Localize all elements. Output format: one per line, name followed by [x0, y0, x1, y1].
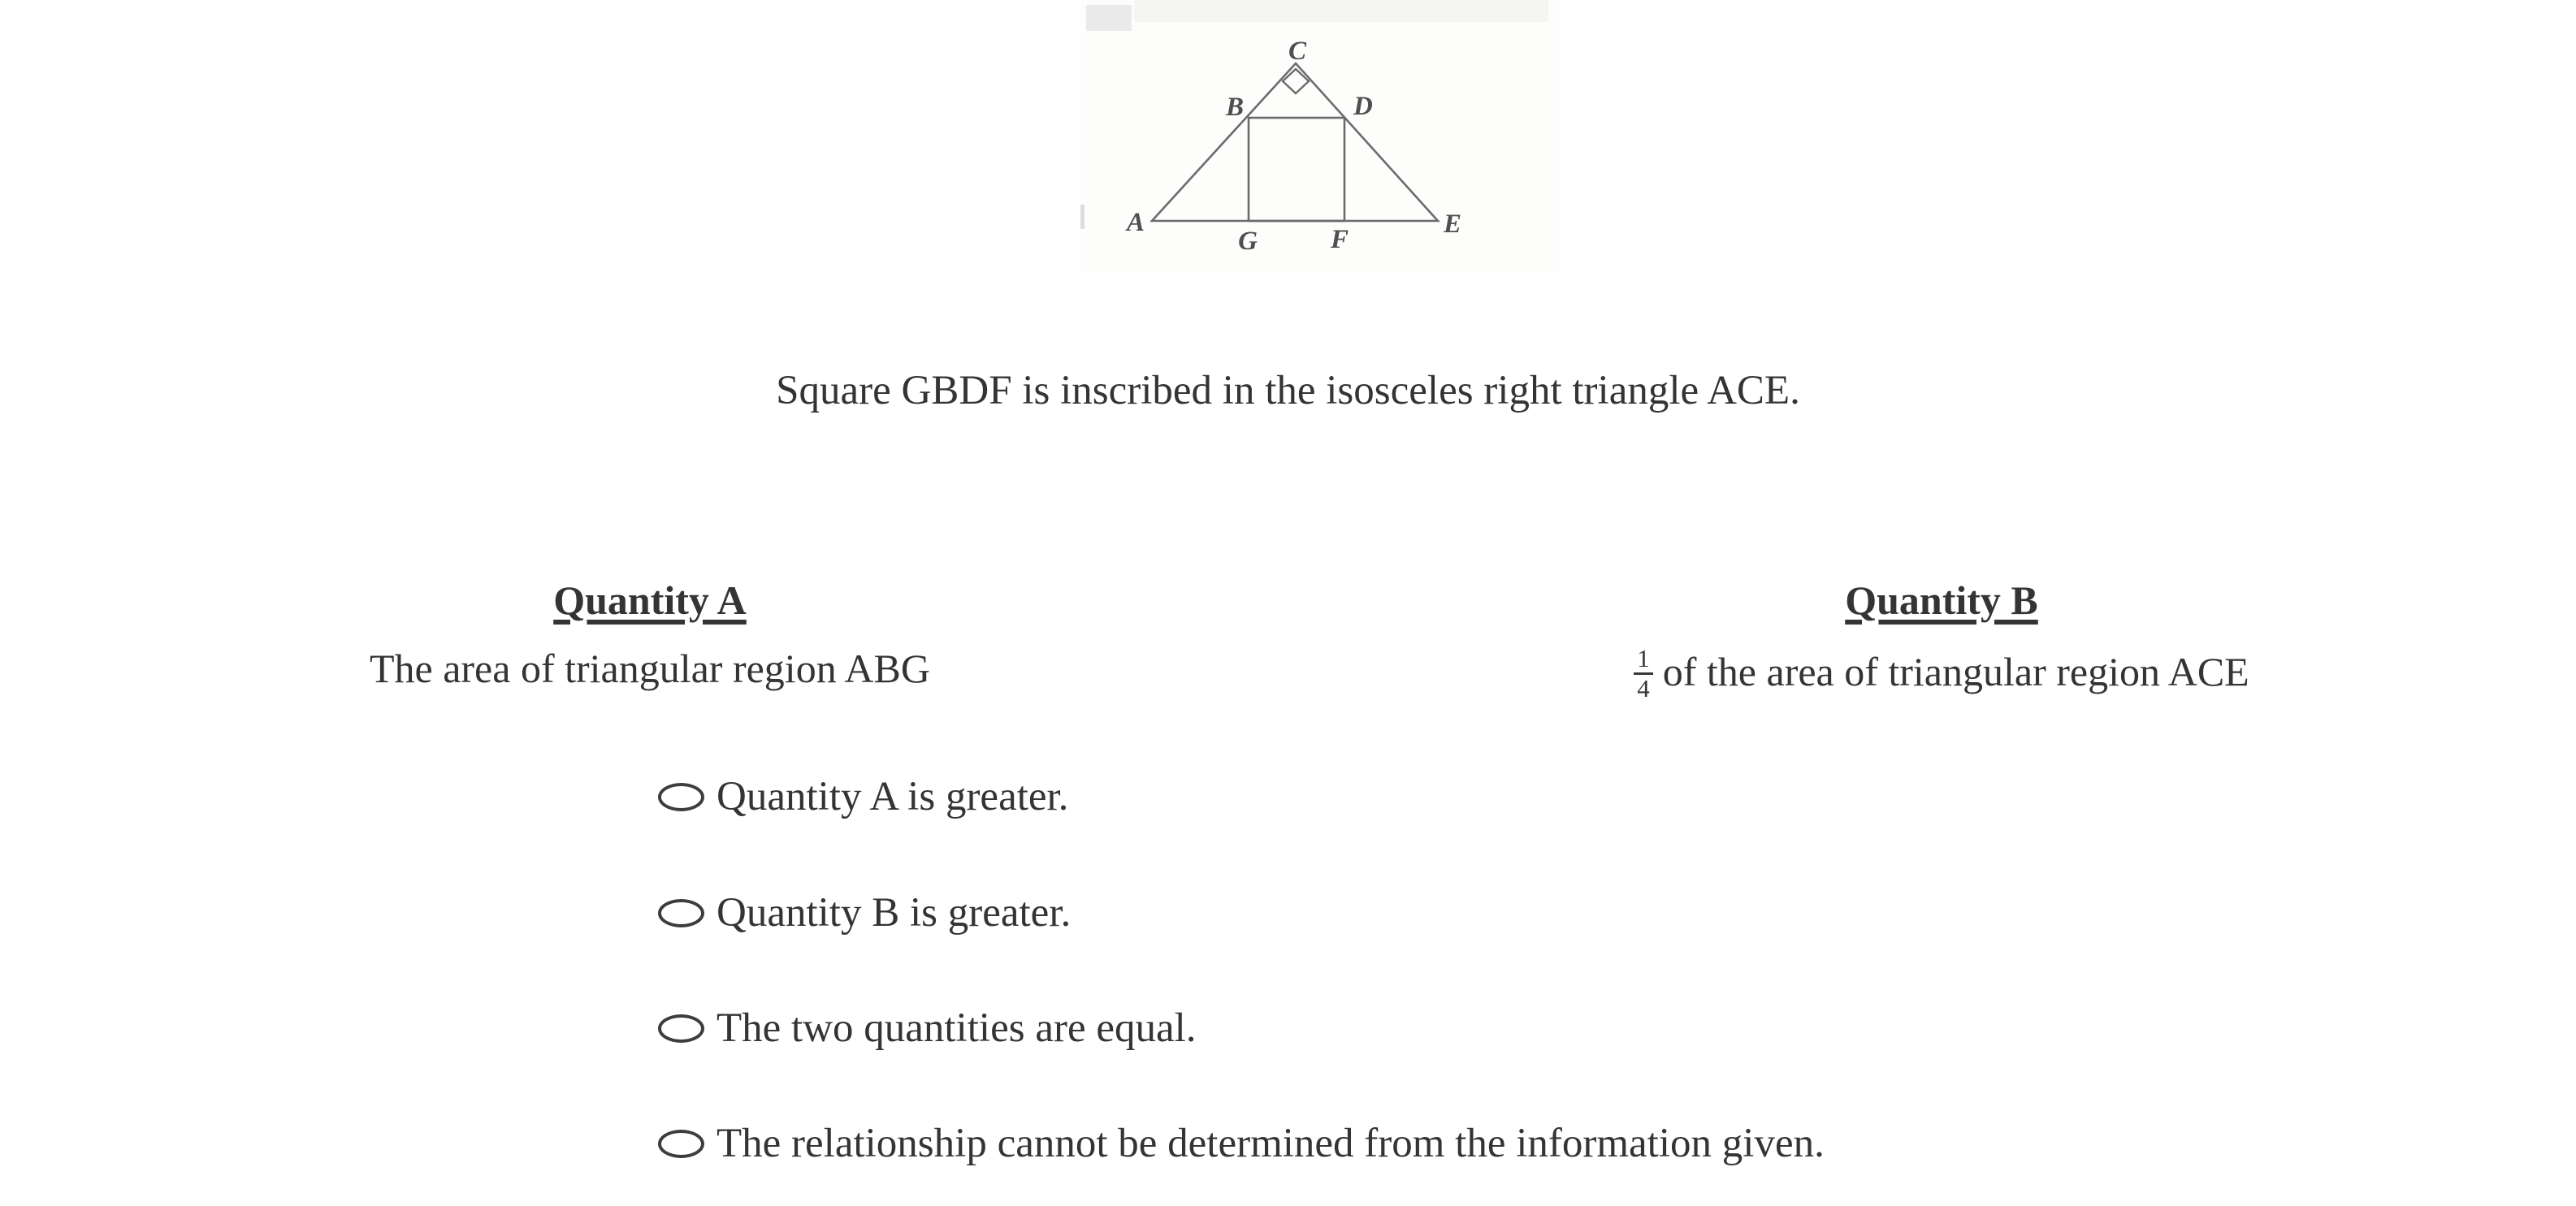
- radio-button-icon[interactable]: [658, 1130, 704, 1158]
- question-caption: Square GBDF is inscribed in the isosceles right triangle ACE.: [776, 368, 1800, 413]
- vertex-label-F: F: [1330, 225, 1349, 254]
- square-GBDF: [1249, 118, 1344, 221]
- vertex-label-G: G: [1238, 227, 1258, 256]
- vertex-label-A: A: [1126, 208, 1145, 237]
- vertex-label-C: C: [1288, 37, 1307, 66]
- option-quantities-equal[interactable]: [658, 1005, 1197, 1051]
- scan-artifact: [1080, 205, 1085, 229]
- quantity-b-column: [1531, 577, 2352, 702]
- triangle-ACE: [1152, 63, 1438, 221]
- radio-button-icon[interactable]: [658, 899, 704, 927]
- one-fourth-fraction: [1634, 645, 1653, 702]
- quantity-b-description: [1531, 645, 2352, 702]
- vertex-label-E: E: [1444, 210, 1462, 239]
- quantity-a-header: Quantity A: [553, 577, 747, 623]
- triangle-square-diagram: [1080, 0, 1560, 272]
- quantity-b-header: Quantity B: [1845, 577, 2038, 623]
- quantity-b-description-text: of the area of triangular region ACE: [1662, 649, 2249, 694]
- vertex-label-D: D: [1353, 92, 1373, 121]
- radio-button-icon[interactable]: [658, 783, 704, 811]
- geometry-figure: [1080, 0, 1560, 272]
- radio-button-icon[interactable]: [658, 1014, 704, 1043]
- option-label[interactable]: The two quantities are equal.: [717, 1005, 1197, 1051]
- option-cannot-be-determined[interactable]: [658, 1121, 1825, 1166]
- scan-artifact: [1134, 0, 1548, 22]
- quantity-a-column: [244, 577, 1056, 692]
- option-label[interactable]: The relationship cannot be determined from the information given.: [717, 1121, 1825, 1166]
- quantity-a-description: The area of triangular region ABG: [369, 646, 930, 691]
- vertex-label-B: B: [1225, 93, 1244, 122]
- fraction-numerator: 1: [1634, 645, 1653, 675]
- option-label[interactable]: Quantity B is greater.: [717, 890, 1072, 936]
- option-label[interactable]: Quantity A is greater.: [717, 774, 1069, 819]
- scan-artifact: [1086, 5, 1132, 31]
- option-quantity-a-greater[interactable]: [658, 774, 1068, 819]
- fraction-denominator: 4: [1637, 674, 1650, 702]
- option-quantity-b-greater[interactable]: [658, 890, 1071, 936]
